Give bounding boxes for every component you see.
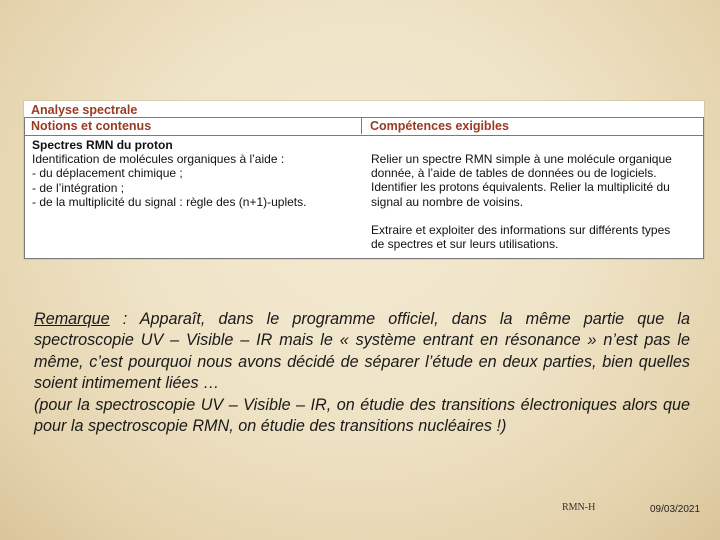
table-border-right [703,117,704,134]
column-header-competences: Compétences exigibles [370,119,509,133]
notions-cell [32,138,352,209]
notions-line: - du déplacement chimique ; [32,166,183,181]
competences-paragraph-1 [371,152,701,209]
competences-line: signal au nombre de voisins. [371,194,524,209]
remark-text: : Apparaît, dans le programme officiel, dans la même partie que la spectroscopie UV – Visible – IR mais le « système entrant en résonance » n’est pas le même, c’est pourquoi nous avons décidé de séparer l’étude en deux parties, bien quelles soient intimement liées … [34,310,690,393]
competences-line: donnée, à l’aide de tables de données ou de logiciels. [371,166,657,181]
notions-line: - de l’intégration ; [32,180,125,195]
program-table-image [24,101,704,259]
remark-label: Remarque [34,310,110,328]
competences-paragraph-2 [371,223,701,251]
competences-line: de spectres et sur leurs utilisations. [371,237,559,252]
column-header-notions: Notions et contenus [31,119,152,133]
competences-line: Identifier les protons équivalents. Relier la multiplicité du [371,180,670,195]
notions-line: - de la multiplicité du signal : règle des (n+1)-uplets. [32,194,307,209]
column-divider [361,117,362,134]
notions-subheading: Spectres RMN du proton [32,138,173,152]
competences-line: Relier un spectre RMN simple à une molécule organique [371,152,672,166]
table-border-left [24,117,25,134]
footer-date: 09/03/2021 [650,504,701,515]
competences-line: Extraire et exploiter des informations sur différents types [371,222,671,237]
remark-paragraph [34,309,690,437]
footer-code: RMN-H [562,502,596,513]
table-title: Analyse spectrale [31,103,138,117]
competences-cell [371,152,701,251]
table-body [24,134,704,259]
notions-line: Identification de molécules organiques à l’aide : [32,152,285,167]
remark-text-parenthetical: (pour la spectroscopie UV – Visible – IR, on étudie des transitions électroniques alors que pour la spectroscopie RMN, on étudie des transitions nucléaires !) [34,395,690,436]
